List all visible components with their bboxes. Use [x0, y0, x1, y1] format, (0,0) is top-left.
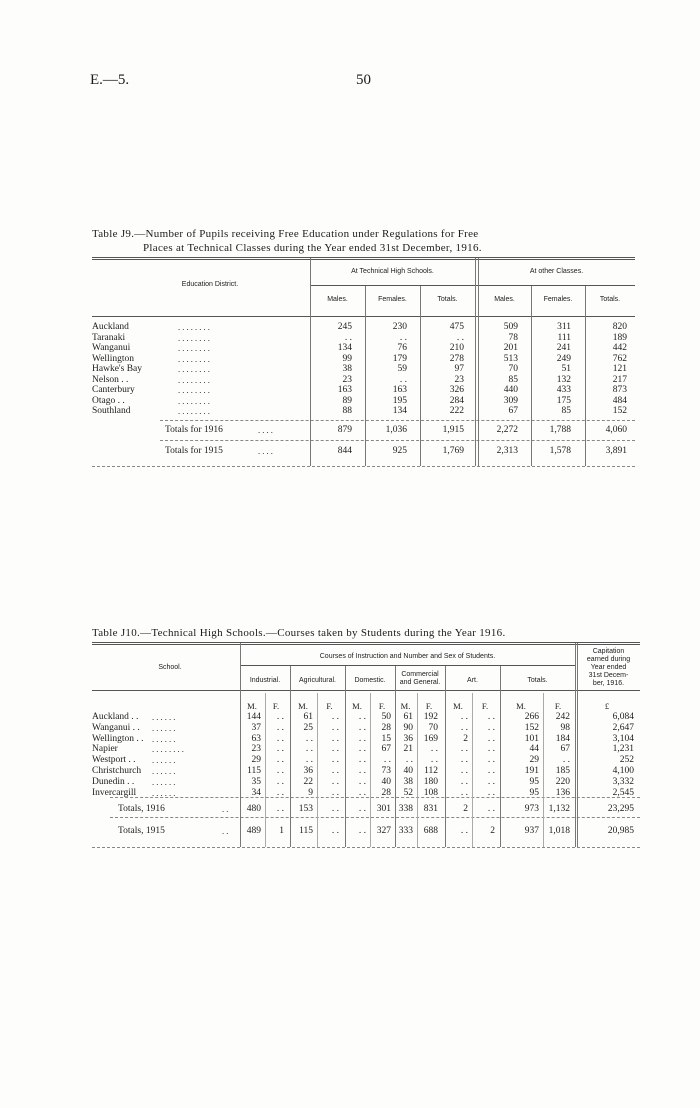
j10-cell: 29	[529, 755, 539, 766]
j10-cell: 112	[424, 766, 438, 776]
j10-sex-label: M.	[400, 701, 411, 711]
j9-district-name: Wanganui	[92, 343, 131, 353]
j10-cell: 23	[251, 744, 261, 755]
j9-district-name: Otago . .	[92, 395, 125, 406]
j10-total-cell: 115	[299, 826, 313, 836]
j9-district-name: Hawke's Bay	[92, 364, 142, 374]
j9-cell: 433	[556, 385, 571, 395]
j9-cell: 820	[612, 322, 627, 332]
j10-cell: 144	[246, 712, 261, 722]
j10-total-cell: . .	[460, 826, 468, 836]
j10-vline	[575, 643, 576, 847]
j9-district-name: Taranaki	[92, 332, 126, 343]
j9-total-cell: 844	[337, 446, 352, 456]
j10-total-cell: 23,295	[607, 804, 634, 814]
j10-cell: . .	[276, 733, 284, 744]
j10-cell: . .	[331, 744, 339, 755]
j9-cell: 99	[342, 353, 352, 364]
j10-school-name: Napier	[92, 744, 118, 755]
page-number: 50	[356, 72, 371, 88]
j10-leader-dots: . . . . . .	[152, 722, 176, 733]
j10-total-cell: 1,018	[548, 826, 570, 836]
j9-cell: 175	[556, 395, 571, 406]
j9-cell: . .	[399, 332, 407, 343]
j10-total-cell: 489	[246, 826, 261, 836]
j9-header-females: Females.	[378, 296, 407, 303]
table-j10-title: Table J10.—Technical High Schools.—Courses taken by Students during the Year 1916.	[92, 627, 506, 639]
j10-cell: 115	[247, 766, 261, 776]
j10-cell: 95	[529, 787, 539, 798]
j9-leader-dots: . . . .	[258, 425, 273, 435]
j10-cell: 152	[524, 722, 539, 733]
j9-cell: 179	[392, 353, 407, 364]
j10-cell: . .	[358, 733, 366, 744]
j10-sub-rule-2	[110, 817, 640, 818]
j9-cell: 249	[556, 353, 571, 364]
j9-bottom-rule	[92, 466, 635, 467]
j10-cell: . .	[358, 712, 366, 722]
table-j9-title-line1: Table J9.—Number of Pupils receiving Free Education under Regulations for Free	[92, 228, 479, 240]
j10-sex-label: M.	[352, 701, 362, 711]
j10-cell: 184	[555, 733, 570, 744]
j9-cell: 121	[612, 364, 627, 374]
j9-header-district: Education District.	[181, 281, 239, 288]
j10-school-name: Wanganui . .	[92, 722, 140, 733]
j9-total-cell: 1,915	[442, 425, 464, 435]
j10-cell: 3,104	[612, 733, 634, 744]
j10-cell: . .	[460, 787, 468, 798]
j10-cell: 98	[560, 722, 570, 733]
j10-cell: 9	[308, 787, 313, 798]
j10-total-cell: 1,132	[548, 804, 570, 814]
j10-sex-label: F.	[272, 701, 280, 711]
j9-cell: 134	[337, 343, 352, 353]
j9-group-rule	[310, 285, 635, 286]
j9-cell: 222	[449, 406, 464, 416]
j10-sex-label: M.	[247, 701, 257, 711]
j10-cell: 185	[555, 766, 570, 776]
j10-school-name: Wellington . .	[92, 733, 144, 744]
j9-cell: . .	[399, 374, 407, 385]
j9-cell: 163	[337, 385, 352, 395]
j9-vline	[475, 258, 476, 466]
j9-leader-dots: . . . . . . . .	[178, 332, 210, 343]
j10-cell: 3,332	[612, 776, 634, 787]
j9-total-cell: 925	[392, 446, 407, 456]
j10-cell: 101	[524, 733, 539, 744]
j9-totals_1916-label: Totals for 1916	[165, 425, 223, 435]
j10-header-domestic: Domestic.	[354, 677, 386, 684]
j10-header-commercial-2: and General.	[399, 679, 441, 686]
j9-cell: 89	[342, 395, 352, 406]
j10-cell: 21	[403, 744, 413, 755]
j10-sex-label: F.	[425, 701, 433, 711]
j10-cell: . .	[430, 744, 438, 755]
j9-leader-dots: . . . . . . . .	[178, 395, 210, 406]
j9-cell: 132	[556, 374, 571, 385]
j10-cell: . .	[460, 755, 468, 766]
j9-top-rule	[92, 257, 635, 258]
j10-sex-label: M.	[453, 701, 463, 711]
j10-cell: . .	[460, 744, 468, 755]
j10-cell: 95	[529, 776, 539, 787]
j10-leader-dots: . .	[222, 826, 229, 836]
j9-total-cell: 1,769	[442, 446, 464, 456]
j9-cell: 284	[449, 395, 464, 406]
j9-leader-dots: . . . .	[258, 446, 273, 456]
j10-sex-label: M.	[298, 701, 308, 711]
j10-cell: 136	[555, 787, 570, 798]
j10-cell: . .	[276, 755, 284, 766]
j10-school-name: Westport . .	[92, 755, 136, 766]
j9-sub-rule-2	[160, 440, 635, 441]
j9-district-name: Wellington	[92, 353, 134, 364]
j9-district-name: Nelson . .	[92, 374, 129, 385]
j9-cell: 152	[612, 406, 627, 416]
j9-cell: 210	[449, 343, 464, 353]
j9-total-cell: 1,578	[549, 446, 571, 456]
j10-total-cell: 688	[423, 826, 438, 836]
j10-total-cell: . .	[358, 804, 366, 814]
j10-leader-dots: . .	[222, 804, 229, 814]
j10-total-cell: 153	[298, 804, 313, 814]
j9-cell: 195	[392, 395, 407, 406]
j10-leader-dots: . . . . . .	[152, 776, 176, 787]
j10-bottom-rule	[92, 847, 640, 848]
j9-cell: 23	[342, 374, 352, 385]
j9-leader-dots: . . . . . . . .	[178, 353, 210, 364]
j9-cell: 51	[561, 364, 571, 374]
j10-cell: . .	[405, 755, 413, 766]
j9-cell: 326	[449, 385, 464, 395]
j10-cell: 25	[303, 722, 313, 733]
j9-cell: 201	[503, 343, 518, 353]
j10-cell: 22	[303, 776, 313, 787]
j9-district-name: Canterbury	[92, 385, 135, 395]
j10-cell: . .	[358, 766, 366, 776]
j10-cell: 61	[303, 712, 313, 722]
j10-cell: . .	[460, 712, 468, 722]
j10-cell: 67	[381, 744, 391, 755]
j10-cell: 28	[381, 722, 391, 733]
j10-cell: . .	[562, 755, 570, 766]
j10-total-cell: . .	[331, 804, 339, 814]
j10-cell: 192	[423, 712, 438, 722]
j10-cell: 40	[403, 766, 413, 776]
j9-cell: 309	[503, 395, 518, 406]
j10-cell: . .	[305, 733, 313, 744]
j9-cell: . .	[344, 332, 352, 343]
j10-cell: 6,084	[612, 712, 634, 722]
j9-cell: 241	[556, 343, 571, 353]
j10-cell: . .	[331, 787, 339, 798]
j10-cell: 90	[403, 722, 413, 733]
j10-leader-dots: . . . . . .	[152, 787, 176, 798]
j9-leader-dots: . . . . . . . .	[178, 322, 210, 332]
j9-cell: 59	[397, 364, 407, 374]
j10-cell: . .	[276, 766, 284, 776]
j9-cell: 163	[392, 385, 407, 395]
j9-header-rule	[92, 316, 635, 317]
j9-cell: 76	[397, 343, 407, 353]
j10-cell: 52	[403, 787, 413, 798]
j9-cell: 440	[503, 385, 518, 395]
j10-pound-sign: £	[604, 701, 610, 711]
j10-cell: 38	[403, 776, 413, 787]
j9-header-totals-2: Totals.	[599, 296, 621, 303]
j9-cell: 484	[612, 395, 627, 406]
page-reference: E.—5.	[90, 72, 130, 88]
j10-total-cell: 20,985	[607, 826, 634, 836]
j10-cell: . .	[358, 755, 366, 766]
j9-cell: 111	[557, 332, 571, 343]
j10-totals_1916-label: Totals, 1916	[118, 804, 165, 814]
j9-cell: 475	[449, 322, 464, 332]
j10-header-cap-4: 31st Decem-	[588, 672, 629, 679]
j9-cell: 189	[612, 332, 627, 343]
j9-total-cell: 879	[337, 425, 352, 435]
j10-total-cell: 2	[490, 826, 495, 836]
j10-cell: 29	[251, 755, 261, 766]
j10-cell: 242	[555, 712, 570, 722]
j10-total-cell: 973	[524, 804, 539, 814]
j10-header-industrial: Industrial.	[249, 677, 281, 684]
j9-cell: 245	[337, 322, 352, 332]
j10-cell: . .	[383, 755, 391, 766]
j9-header-males-2: Males.	[494, 296, 515, 303]
j9-leader-dots: . . . . . . . .	[178, 374, 210, 385]
j10-cell: 2,647	[612, 722, 634, 733]
j10-cell: . .	[276, 722, 284, 733]
j9-cell: 230	[392, 322, 407, 332]
j10-cell: . .	[487, 787, 495, 798]
j10-cell: 28	[381, 787, 391, 798]
j10-leader-dots: . . . . . .	[152, 712, 176, 722]
j9-cell: . .	[456, 332, 464, 343]
j10-cell: 36	[403, 733, 413, 744]
j10-cell: . .	[331, 776, 339, 787]
j10-cell: 180	[423, 776, 438, 787]
j9-cell: 134	[392, 406, 407, 416]
j10-cell: . .	[358, 776, 366, 787]
j10-total-cell: 327	[376, 826, 391, 836]
j10-leader-dots: . . . . . .	[152, 766, 176, 776]
j10-total-cell: 1	[279, 826, 284, 836]
j10-cell: 220	[555, 776, 570, 787]
j9-cell: 442	[612, 343, 627, 353]
j10-cell: . .	[358, 744, 366, 755]
j10-cell: 35	[251, 776, 261, 787]
j10-cell: 73	[381, 766, 391, 776]
j9-total-cell: 1,036	[385, 425, 407, 435]
j10-total-cell: . .	[487, 804, 495, 814]
j9-cell: 217	[612, 374, 627, 385]
j10-total-cell: . .	[331, 826, 339, 836]
j10-sex-label: F.	[326, 701, 333, 711]
j10-cell: 1,231	[612, 744, 634, 755]
j9-cell: 67	[508, 406, 518, 416]
j10-header-cap-2: earned during	[586, 656, 631, 663]
j10-cell: 37	[251, 722, 261, 733]
j9-leader-dots: . . . . . . . .	[178, 343, 210, 353]
j10-cell: . .	[358, 787, 366, 798]
j10-cell: . .	[276, 787, 284, 798]
j10-cell: . .	[276, 712, 284, 722]
j10-total-cell: 480	[246, 804, 261, 814]
j10-top-rule-2	[92, 644, 640, 645]
j10-header-cap-1: Capitation	[592, 648, 625, 655]
j10-total-cell: 301	[376, 804, 391, 814]
j9-cell: 278	[449, 353, 464, 364]
j9-cell: 509	[503, 322, 518, 332]
j9-top-rule-2	[92, 259, 635, 260]
j9-cell: 88	[342, 406, 352, 416]
j10-header-school: School.	[158, 664, 182, 671]
j10-cell: . .	[331, 712, 339, 722]
j10-cell: . .	[331, 755, 339, 766]
j9-total-cell: 1,788	[549, 425, 571, 435]
j9-cell: 85	[508, 374, 518, 385]
j9-total-cell: 4,060	[605, 425, 627, 435]
j10-cell: 2,545	[612, 787, 634, 798]
j10-cell: . .	[331, 766, 339, 776]
j10-totals_1915-label: Totals, 1915	[118, 826, 165, 836]
j10-cell: . .	[460, 776, 468, 787]
j9-leader-dots: . . . . . . . .	[178, 364, 210, 374]
j10-header-group: Courses of Instruction and Number and Sex of Students.	[319, 653, 496, 660]
j10-cell: 252	[619, 755, 634, 766]
j10-sex-label: F.	[554, 701, 562, 711]
j10-school-name: Dunedin . .	[92, 776, 135, 787]
j9-cell: 23	[454, 374, 464, 385]
j10-cell: 169	[423, 733, 438, 744]
j10-cell: . .	[358, 722, 366, 733]
j10-cell: . .	[331, 722, 339, 733]
j10-cell: 67	[560, 744, 570, 755]
j10-total-cell: . .	[358, 826, 366, 836]
j10-cell: 191	[524, 766, 539, 776]
j10-cell: 50	[381, 712, 391, 722]
j10-sex-label: F.	[378, 701, 386, 711]
j10-cell: . .	[305, 755, 313, 766]
j10-cell: . .	[331, 733, 339, 744]
j10-cell: . .	[460, 722, 468, 733]
j10-cell: . .	[487, 766, 495, 776]
j9-cell: 762	[612, 353, 627, 364]
j9-cell: 311	[557, 322, 571, 332]
j9-cell: 78	[508, 332, 518, 343]
j10-cell: . .	[276, 744, 284, 755]
j10-cell: 34	[251, 787, 261, 798]
j9-total-cell: 3,891	[605, 446, 627, 456]
j10-cell: . .	[487, 776, 495, 787]
j10-cell: 108	[423, 787, 438, 798]
j9-cell: 70	[508, 364, 518, 374]
j10-total-cell: 333	[398, 826, 413, 836]
j9-cell: 85	[561, 406, 571, 416]
j10-cell: 36	[303, 766, 313, 776]
j10-leader-dots: . . . . . . . .	[152, 744, 184, 755]
j9-total-cell: 2,313	[496, 446, 518, 456]
j9-sub-rule	[160, 420, 635, 421]
j9-totals_1915-label: Totals for 1915	[165, 446, 223, 456]
j10-school-name: Invercargill	[92, 787, 137, 798]
j10-header-agricultural: Agricultural.	[299, 677, 336, 684]
j10-header-totals: Totals.	[527, 677, 548, 684]
j10-header-cap-3: Year ended	[590, 664, 627, 671]
j9-cell: 513	[503, 353, 518, 364]
j10-total-cell: . .	[276, 804, 284, 814]
j10-cell: 15	[381, 733, 391, 744]
j10-leader-dots: . . . . . .	[152, 755, 176, 766]
j10-cell: 2	[463, 733, 468, 744]
j10-cell: . .	[487, 744, 495, 755]
j10-cell: 44	[529, 744, 539, 755]
j10-cell: . .	[305, 744, 313, 755]
j9-leader-dots: . . . . . . . .	[178, 406, 210, 416]
j10-cell: 266	[524, 712, 539, 722]
j10-header-rule	[92, 690, 640, 691]
j10-sex-label: F.	[481, 701, 489, 711]
j9-header-totals: Totals.	[437, 296, 458, 303]
j9-district-name: Southland	[92, 406, 131, 416]
j10-header-cap-5: ber, 1916.	[592, 680, 625, 687]
j10-school-name: Christchurch	[92, 766, 142, 776]
j10-cell: . .	[276, 776, 284, 787]
j9-header-group1: At Technical High Schools.	[351, 268, 434, 275]
j10-cell: 61	[403, 712, 413, 722]
j10-header-art: Art.	[467, 677, 478, 684]
j10-leader-dots: . . . . . .	[152, 733, 176, 744]
j9-total-cell: 2,272	[496, 425, 518, 435]
j10-cell: 63	[251, 733, 261, 744]
j10-total-cell: 937	[524, 826, 539, 836]
table-j9-title-line2: Places at Technical Classes during the Year ended 31st December, 1916.	[143, 242, 482, 254]
j10-cell: . .	[430, 755, 438, 766]
j9-cell: 873	[612, 385, 627, 395]
j10-cell: . .	[487, 722, 495, 733]
j10-total-cell: 831	[423, 804, 438, 814]
j9-header-males: Males.	[327, 296, 348, 303]
j9-cell: 97	[454, 364, 464, 374]
j10-total-cell: 338	[398, 804, 413, 814]
j10-cell: . .	[487, 712, 495, 722]
j10-total-cell: 2	[463, 804, 468, 814]
j9-cell: 38	[342, 364, 352, 374]
j10-top-rule	[92, 642, 640, 643]
j10-sex-label: M.	[516, 701, 526, 711]
j10-cell: . .	[487, 733, 495, 744]
j10-cell: 40	[381, 776, 391, 787]
j9-district-name: Auckland	[92, 322, 129, 332]
j9-header-females-2: Females.	[543, 296, 573, 303]
j9-leader-dots: . . . . . . . .	[178, 385, 210, 395]
j9-header-group2: At other Classes.	[529, 268, 584, 275]
j10-cell: . .	[460, 766, 468, 776]
j10-cell: 70	[428, 722, 438, 733]
j10-school-name: Auckland . .	[92, 712, 139, 722]
j10-cell: 4,100	[612, 766, 634, 776]
j10-cell: . .	[487, 755, 495, 766]
j10-header-commercial-1: Commercial	[401, 671, 439, 678]
